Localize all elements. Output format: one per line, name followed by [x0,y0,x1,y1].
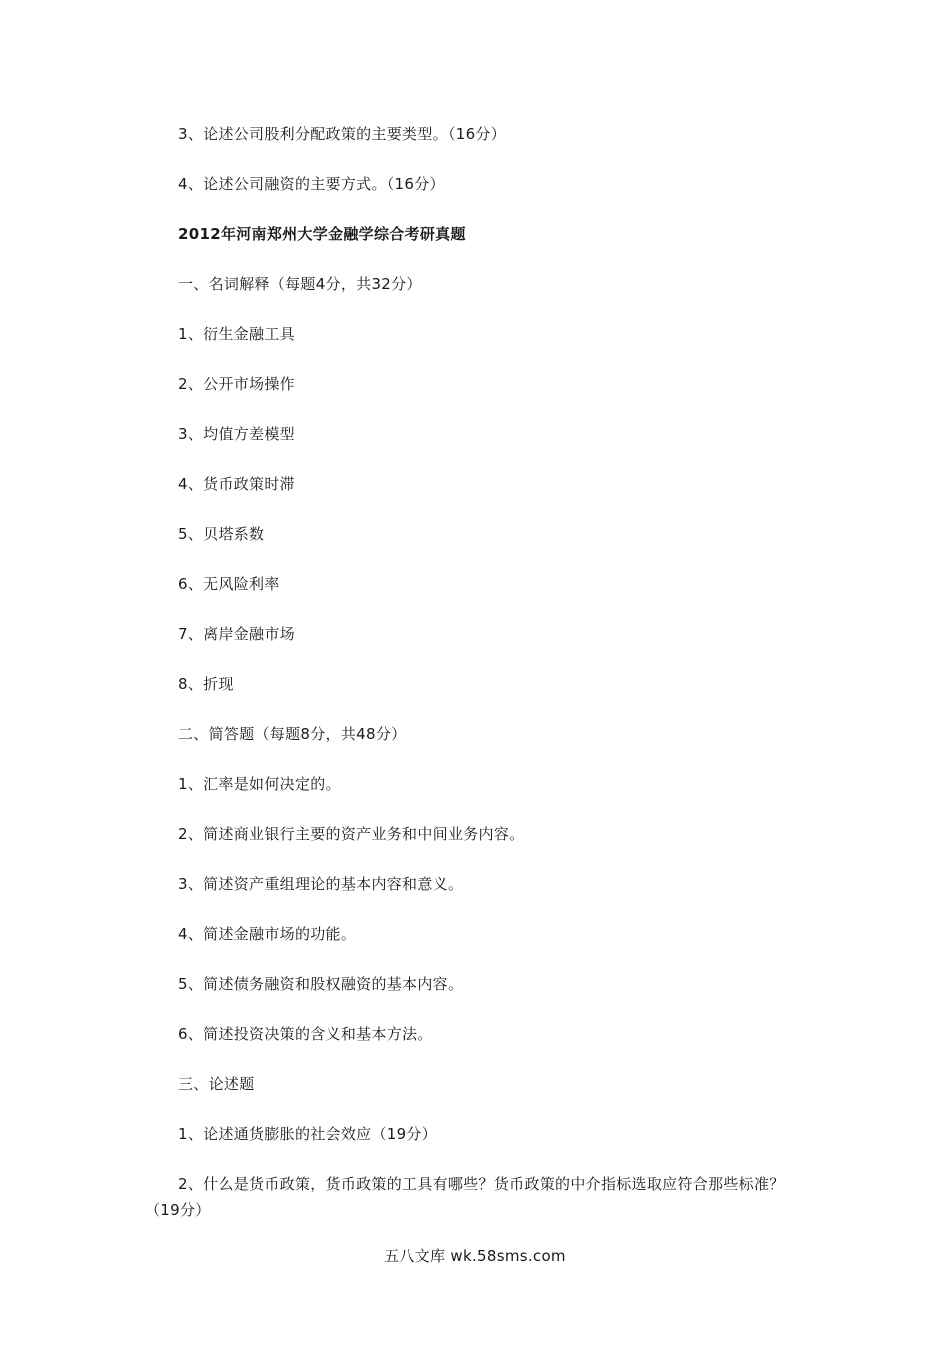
question-item: 7、离岸金融市场 [178,625,295,643]
question-item: 5、简述债务融资和股权融资的基本内容。 [178,975,464,993]
question-item: 5、贝塔系数 [178,525,265,543]
section-heading: 一、名词解释（每题4分，共32分） [178,275,422,293]
question-item: 3、均值方差模型 [178,425,295,443]
page-footer: 五八文库 wk.58sms.com [384,1247,566,1265]
document-title: 2012年河南郑州大学金融学综合考研真题 [178,225,466,243]
question-item: 4、论述公司融资的主要方式。（16分） [178,175,445,193]
question-item: 1、汇率是如何决定的。 [178,775,341,793]
question-item: 6、简述投资决策的含义和基本方法。 [178,1025,433,1043]
question-item: 4、简述金融市场的功能。 [178,925,357,943]
question-item: 2、什么是货币政策，货币政策的工具有哪些？货币政策的中介指标选取应符合那些标准？（19分） [145,1175,785,1219]
question-item: 2、公开市场操作 [178,375,295,393]
question-item: 6、无风险利率 [178,575,280,593]
question-item: 2、简述商业银行主要的资产业务和中间业务内容。 [178,825,525,843]
question-item: 1、衍生金融工具 [178,325,295,343]
section-heading: 三、论述题 [178,1075,255,1093]
question-item: 3、简述资产重组理论的基本内容和意义。 [178,875,464,893]
section-heading: 二、简答题（每题8分，共48分） [178,725,407,743]
question-item: 3、论述公司股利分配政策的主要类型。（16分） [178,125,507,143]
question-item: 4、货币政策时滞 [178,475,295,493]
question-item: 8、折现 [178,675,234,693]
question-item: 1、论述通货膨胀的社会效应（19分） [178,1125,438,1143]
